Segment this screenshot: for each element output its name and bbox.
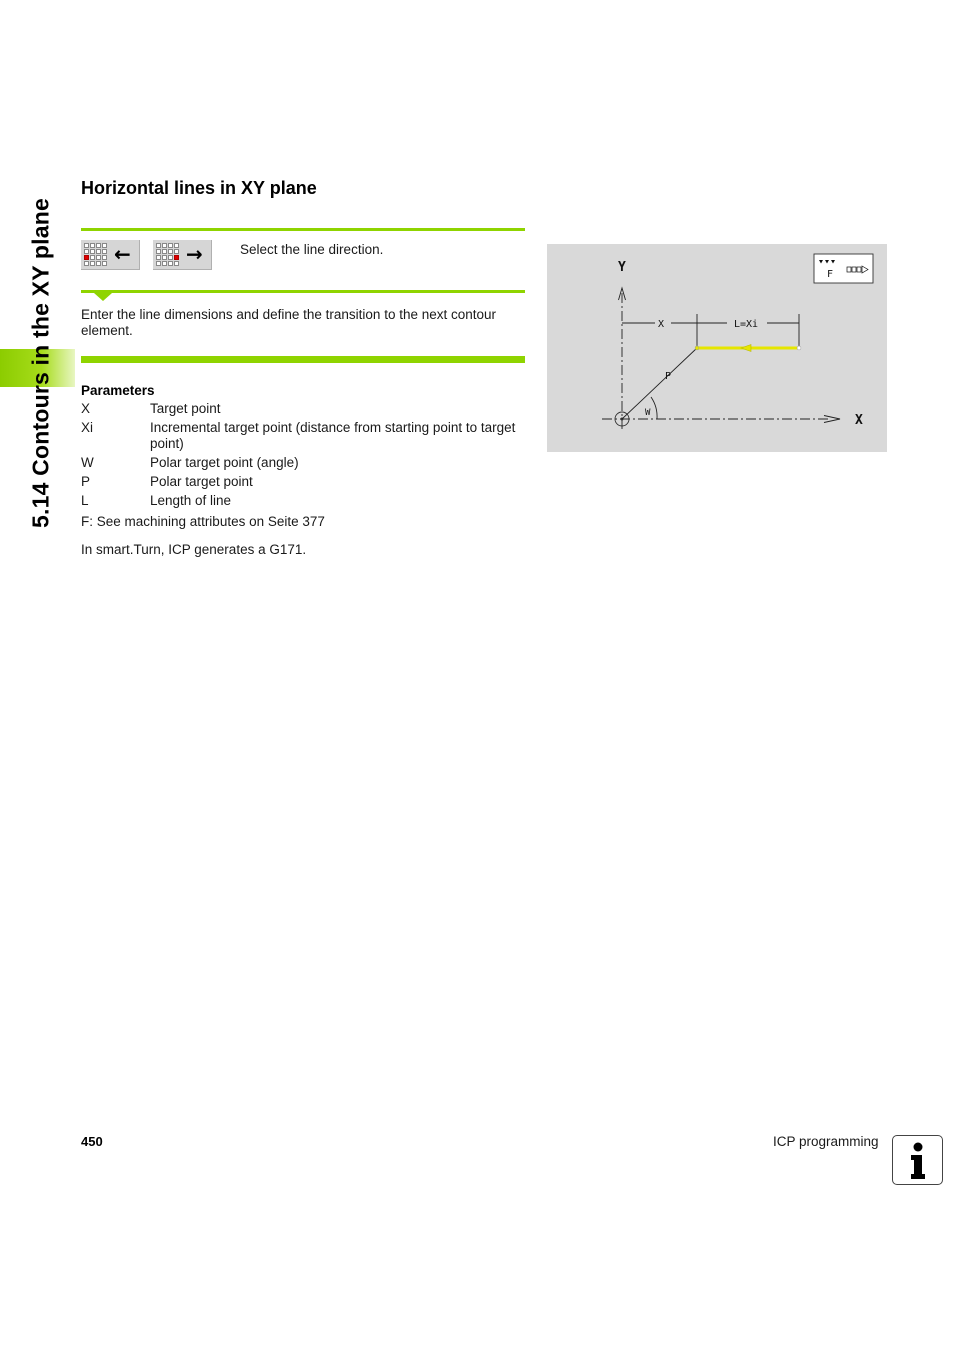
grid-icon xyxy=(156,243,182,267)
dim-lxi-label: L=Xi xyxy=(734,319,759,330)
select-direction-text: Select the line direction. xyxy=(240,242,384,257)
parameter-description: Target point xyxy=(150,401,221,416)
parameter-list xyxy=(81,401,521,512)
dim-x-label: X xyxy=(658,319,665,330)
parameter-symbol: P xyxy=(81,474,91,489)
parameter-row xyxy=(81,474,521,490)
section-heading: Horizontal lines in XY plane xyxy=(81,178,317,198)
label-p: P xyxy=(665,371,672,382)
grid-icon xyxy=(84,243,110,267)
green-rule-middle xyxy=(81,290,525,293)
parameter-symbol: L xyxy=(81,493,89,508)
parameter-symbol: X xyxy=(81,401,91,416)
softkey-line-right[interactable] xyxy=(153,240,212,270)
label-f: F xyxy=(827,269,834,280)
info-icon xyxy=(892,1135,943,1185)
g-code-note: In smart.Turn, ICP generates a G171. xyxy=(81,542,307,557)
softkey-line-left[interactable] xyxy=(81,240,140,270)
machining-attributes-note: F: See machining attributes on Seite 377 xyxy=(81,514,325,529)
parameter-description: Polar target point (angle) xyxy=(150,455,299,470)
parameter-row xyxy=(81,493,521,509)
parameter-row xyxy=(81,455,521,471)
parameters-heading: Parameters xyxy=(81,383,155,398)
info-i-glyph xyxy=(893,1136,942,1184)
x-axis-label: X xyxy=(855,413,863,428)
y-axis-label: Y xyxy=(618,260,626,275)
machining-attribute-box xyxy=(814,254,873,283)
arrow-right-icon: → xyxy=(186,242,203,266)
parameter-row xyxy=(81,401,521,417)
parameter-description: Incremental target point (distance from starting point to target point) xyxy=(150,420,516,451)
step-triangle-icon xyxy=(94,293,112,301)
chapter-title: 5.14 Contours in the XY plane xyxy=(27,197,54,529)
page-number: 450 xyxy=(81,1134,103,1149)
parameter-row xyxy=(81,420,521,452)
footer-title: ICP programming xyxy=(773,1134,879,1149)
parameter-description: Length of line xyxy=(150,493,232,508)
arrow-left-icon: ← xyxy=(114,242,131,266)
green-rule-bottom xyxy=(81,356,525,363)
green-rule-top xyxy=(81,228,525,231)
line-diagram xyxy=(547,244,887,452)
parameter-symbol: Xi xyxy=(81,420,94,435)
parameter-description: Polar target point xyxy=(150,474,253,489)
parameter-symbol: W xyxy=(81,455,94,470)
label-w: W xyxy=(645,408,651,418)
enter-dimensions-text: Enter the line dimensions and define the transition to the next contour element. xyxy=(81,307,497,338)
